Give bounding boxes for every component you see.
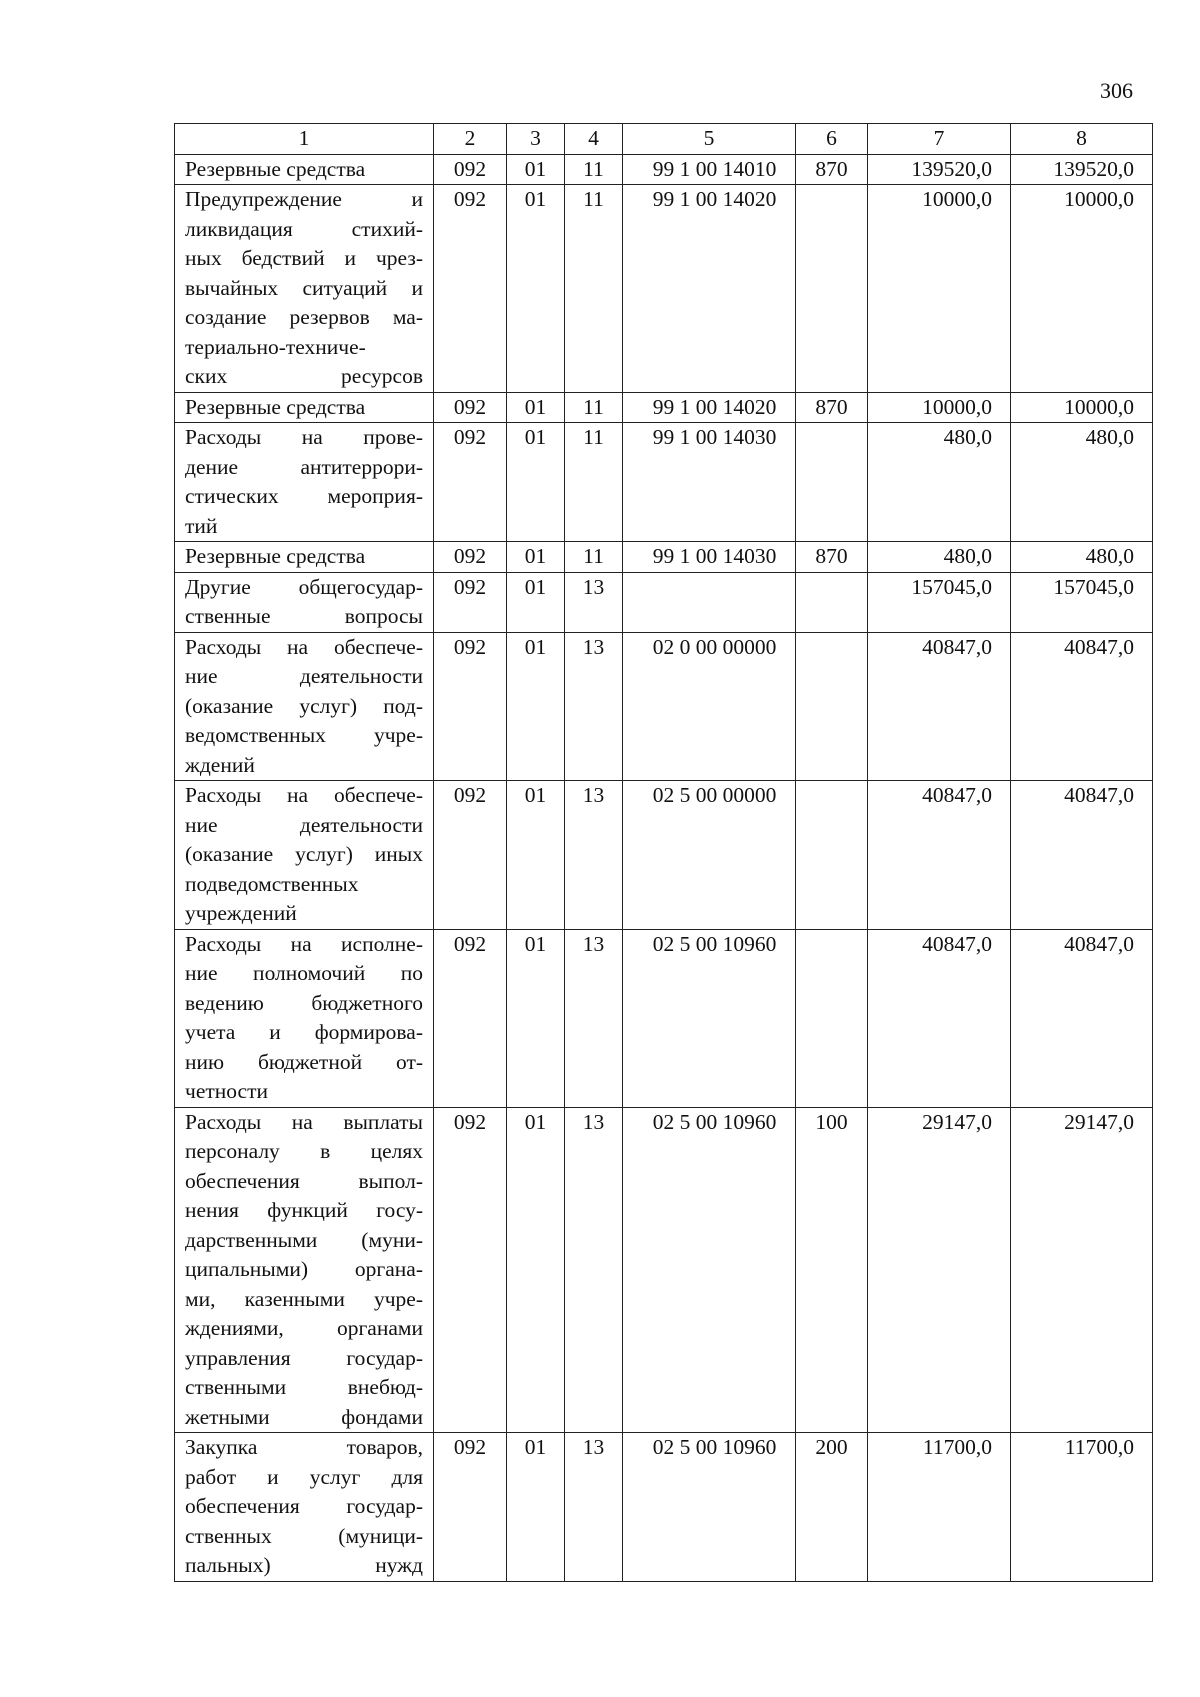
table-row [175, 1433, 1153, 1582]
row-name-cell: Расходы на выплаты персоналу в целях обеспечения выпол- нения функций госу- дарственными (муни- ципальными) органа- ми, казенными учре- ждениями, органами управления государ- ственными внебюд- жетными фондами [175, 1107, 434, 1433]
row-name-cell: Резервные средства [175, 154, 434, 185]
expense-type-cell: 870 [796, 542, 868, 573]
ministry-code-cell: 092 [434, 929, 507, 1107]
amount-cell: 10000,0 [868, 392, 1011, 423]
section-cell: 01 [507, 1107, 565, 1433]
table-row [175, 929, 1153, 1107]
subsection-cell: 11 [565, 392, 623, 423]
amount-cell: 11700,0 [1011, 1433, 1153, 1582]
table-row [175, 781, 1153, 930]
table-row [175, 542, 1153, 573]
amount-cell: 139520,0 [1011, 154, 1153, 185]
amount-cell: 40847,0 [868, 929, 1011, 1107]
section-cell: 01 [507, 185, 565, 393]
expense-type-cell: 870 [796, 392, 868, 423]
header-cell: 7 [868, 124, 1011, 155]
header-cell: 2 [434, 124, 507, 155]
header-cell: 8 [1011, 124, 1153, 155]
target-article-cell: 99 1 00 14030 [623, 423, 796, 542]
row-name-cell: Закупка товаров, работ и услуг для обеспечения государ- ственных (муници- пальных) нужд [175, 1433, 434, 1582]
expense-type-cell: 200 [796, 1433, 868, 1582]
header-cell: 3 [507, 124, 565, 155]
ministry-code-cell: 092 [434, 1107, 507, 1433]
table-row [175, 392, 1153, 423]
amount-cell: 10000,0 [1011, 185, 1153, 393]
ministry-code-cell: 092 [434, 154, 507, 185]
amount-cell: 480,0 [1011, 423, 1153, 542]
amount-cell: 29147,0 [868, 1107, 1011, 1433]
amount-cell: 40847,0 [1011, 929, 1153, 1107]
target-article-cell: 02 5 00 10960 [623, 929, 796, 1107]
subsection-cell: 13 [565, 632, 623, 781]
ministry-code-cell: 092 [434, 542, 507, 573]
subsection-cell: 11 [565, 423, 623, 542]
row-name-cell: Расходы на обеспече- ние деятельности (оказание услуг) под- ведомственных учре- ждений [175, 632, 434, 781]
ministry-code-cell: 092 [434, 392, 507, 423]
header-cell: 6 [796, 124, 868, 155]
amount-cell: 29147,0 [1011, 1107, 1153, 1433]
header-cell: 1 [175, 124, 434, 155]
row-name-cell: Другие общегосудар- ственные вопросы [175, 572, 434, 632]
expense-type-cell [796, 632, 868, 781]
section-cell: 01 [507, 542, 565, 573]
expense-type-cell [796, 185, 868, 393]
row-name-cell: Резервные средства [175, 542, 434, 573]
target-article-cell: 02 5 00 00000 [623, 781, 796, 930]
amount-cell: 10000,0 [1011, 392, 1153, 423]
row-name-cell: Расходы на исполне- ние полномочий по ведению бюджетного учета и формирова- нию бюджетной от- четности [175, 929, 434, 1107]
budget-table [174, 123, 1153, 1582]
ministry-code-cell: 092 [434, 1433, 507, 1582]
header-cell: 5 [623, 124, 796, 155]
expense-type-cell: 870 [796, 154, 868, 185]
subsection-cell: 13 [565, 781, 623, 930]
target-article-cell: 99 1 00 14030 [623, 542, 796, 573]
expense-type-cell [796, 572, 868, 632]
subsection-cell: 13 [565, 929, 623, 1107]
ministry-code-cell: 092 [434, 185, 507, 393]
target-article-cell: 02 0 00 00000 [623, 632, 796, 781]
target-article-cell: 99 1 00 14020 [623, 392, 796, 423]
subsection-cell: 11 [565, 154, 623, 185]
table-row [175, 572, 1153, 632]
amount-cell: 11700,0 [868, 1433, 1011, 1582]
section-cell: 01 [507, 781, 565, 930]
expense-type-cell: 100 [796, 1107, 868, 1433]
table-row [175, 632, 1153, 781]
table-row [175, 185, 1153, 393]
amount-cell: 40847,0 [1011, 632, 1153, 781]
section-cell: 01 [507, 572, 565, 632]
target-article-cell [623, 572, 796, 632]
subsection-cell: 13 [565, 572, 623, 632]
expense-type-cell [796, 929, 868, 1107]
amount-cell: 480,0 [1011, 542, 1153, 573]
page-number: 306 [1100, 78, 1133, 103]
subsection-cell: 13 [565, 1433, 623, 1582]
amount-cell: 157045,0 [1011, 572, 1153, 632]
section-cell: 01 [507, 929, 565, 1107]
amount-cell: 139520,0 [868, 154, 1011, 185]
amount-cell: 157045,0 [868, 572, 1011, 632]
header-row [175, 124, 1153, 155]
section-cell: 01 [507, 423, 565, 542]
row-name-cell: Расходы на обеспече- ние деятельности (оказание услуг) иных подведомственных учреждений [175, 781, 434, 930]
subsection-cell: 11 [565, 542, 623, 573]
table-row [175, 423, 1153, 542]
ministry-code-cell: 092 [434, 632, 507, 781]
row-name-cell: Резервные средства [175, 392, 434, 423]
target-article-cell: 99 1 00 14020 [623, 185, 796, 393]
ministry-code-cell: 092 [434, 423, 507, 542]
amount-cell: 40847,0 [1011, 781, 1153, 930]
target-article-cell: 99 1 00 14010 [623, 154, 796, 185]
subsection-cell: 13 [565, 1107, 623, 1433]
section-cell: 01 [507, 632, 565, 781]
target-article-cell: 02 5 00 10960 [623, 1433, 796, 1582]
ministry-code-cell: 092 [434, 781, 507, 930]
expense-type-cell [796, 423, 868, 542]
amount-cell: 10000,0 [868, 185, 1011, 393]
amount-cell: 40847,0 [868, 781, 1011, 930]
section-cell: 01 [507, 1433, 565, 1582]
table-row [175, 1107, 1153, 1433]
section-cell: 01 [507, 392, 565, 423]
subsection-cell: 11 [565, 185, 623, 393]
section-cell: 01 [507, 154, 565, 185]
table-row [175, 154, 1153, 185]
row-name-cell: Расходы на прове- дение антитеррори- стических мероприя- тий [175, 423, 434, 542]
row-name-cell: Предупреждение и ликвидация стихий- ных бедствий и чрез- вычайных ситуаций и создание резервов ма- териально-техниче- ских ресурсов [175, 185, 434, 393]
target-article-cell: 02 5 00 10960 [623, 1107, 796, 1433]
amount-cell: 480,0 [868, 542, 1011, 573]
ministry-code-cell: 092 [434, 572, 507, 632]
expense-type-cell [796, 781, 868, 930]
amount-cell: 40847,0 [868, 632, 1011, 781]
amount-cell: 480,0 [868, 423, 1011, 542]
header-cell: 4 [565, 124, 623, 155]
